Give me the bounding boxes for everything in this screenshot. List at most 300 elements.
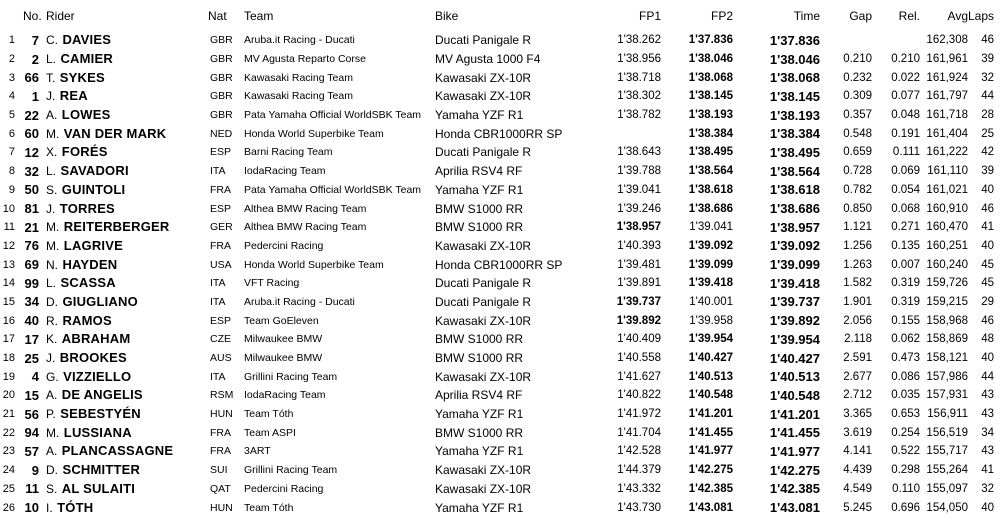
table-row <box>0 181 1000 200</box>
laps-cell: 43 <box>981 408 994 421</box>
laps-cell: 41 <box>981 221 994 234</box>
header-avg: Avg <box>947 8 968 23</box>
nationality-cell: ITA <box>210 295 226 308</box>
laps-cell: 40 <box>981 352 994 365</box>
team-cell: Aruba.it Racing - Ducati <box>244 34 355 47</box>
rider-initial: D. <box>46 294 58 309</box>
relative-gap-cell: 0.022 <box>891 71 920 84</box>
rider-surname: SCHMITTER <box>62 462 141 478</box>
rider-number-cell: 10 <box>24 500 39 516</box>
fp2-time-cell: 1'39.418 <box>688 277 733 290</box>
bike-cell: Yamaha YZF R1 <box>435 500 524 515</box>
gap-cell: 3.619 <box>843 426 872 439</box>
team-cell: Althea BMW Racing Team <box>244 202 367 215</box>
fp1-time-cell: 1'39.788 <box>617 165 661 178</box>
relative-gap-cell: 0.054 <box>891 183 920 196</box>
nationality-cell: QAT <box>210 482 231 495</box>
laps-cell: 40 <box>981 239 994 252</box>
gap-cell <box>824 31 872 50</box>
header-row <box>0 0 1000 31</box>
position-cell: 16 <box>2 314 15 327</box>
team-cell: Barni Racing Team <box>244 146 333 159</box>
rider-cell <box>46 293 208 312</box>
nationality-cell: HUN <box>210 408 233 421</box>
laps-cell: 32 <box>981 71 994 84</box>
average-speed-cell: 161,110 <box>927 165 968 178</box>
fp1-time-cell: 1'41.704 <box>617 426 661 439</box>
header-laps: Laps <box>968 8 995 23</box>
rider-cell <box>46 498 208 517</box>
average-speed-cell: 156,911 <box>927 408 968 421</box>
gap-cell: 2.677 <box>843 370 872 383</box>
team-cell: Team ASPI <box>244 426 296 439</box>
fp1-time-cell: 1'39.481 <box>617 258 661 271</box>
bike-cell: Kawasaki ZX-10R <box>435 70 532 85</box>
relative-gap-cell: 0.191 <box>891 127 920 140</box>
laps-cell: 34 <box>981 426 994 439</box>
bike-cell: Kawasaki ZX-10R <box>435 89 532 104</box>
gap-cell: 2.118 <box>844 333 872 346</box>
nationality-cell: RSM <box>210 389 234 402</box>
best-time-cell: 1'40.513 <box>769 369 820 385</box>
team-cell: MV Agusta Reparto Corse <box>244 53 366 66</box>
relative-gap-cell: 0.068 <box>891 202 920 215</box>
nationality-cell: GBR <box>210 90 233 103</box>
position-cell: 7 <box>8 146 15 159</box>
fp2-time-cell: 1'41.201 <box>688 408 733 421</box>
relative-gap-cell: 0.007 <box>891 258 920 271</box>
rider-cell <box>46 162 208 181</box>
rider-number-cell: 15 <box>24 387 39 403</box>
laps-cell: 48 <box>981 333 994 346</box>
team-cell: Milwaukee BMW <box>244 333 323 346</box>
header-nat: Nat <box>208 8 227 23</box>
team-cell: Kawasaki Racing Team <box>244 71 353 84</box>
position-cell: 18 <box>2 352 15 365</box>
position-cell: 6 <box>8 127 15 140</box>
fp1-time-cell: 1'39.041 <box>617 183 661 196</box>
fp2-time-cell: 1'39.099 <box>688 258 733 271</box>
table-row <box>0 386 1000 405</box>
bike-cell: Kawasaki ZX-10R <box>435 313 532 328</box>
bike-cell: Honda CBR1000RR SP <box>435 126 563 141</box>
bike-cell: Yamaha YZF R1 <box>435 182 524 197</box>
fp2-time-cell: 1'38.145 <box>688 90 733 103</box>
relative-gap-cell: 0.210 <box>891 53 920 66</box>
best-time-cell: 1'39.954 <box>769 331 820 347</box>
rider-cell <box>46 386 208 405</box>
gap-cell: 0.659 <box>843 146 872 159</box>
position-cell: 10 <box>2 202 15 215</box>
nationality-cell: GBR <box>210 53 233 66</box>
bike-cell: Ducati Panigale R <box>435 294 532 309</box>
table-row <box>0 442 1000 461</box>
nationality-cell: GBR <box>210 34 233 47</box>
rider-number-cell: 34 <box>24 294 39 310</box>
rider-cell <box>46 255 208 274</box>
gap-cell: 2.712 <box>843 389 872 402</box>
position-cell: 26 <box>2 501 15 514</box>
nationality-cell: GBR <box>210 109 233 122</box>
rider-initial: N. <box>46 257 58 272</box>
rider-surname: ABRAHAM <box>61 331 131 347</box>
position-cell: 21 <box>2 408 15 421</box>
rider-initial: X. <box>46 145 58 160</box>
gap-cell: 0.728 <box>843 165 872 178</box>
fp2-time-cell: 1'38.495 <box>688 146 733 159</box>
average-speed-cell: 161,404 <box>926 127 968 140</box>
table-row <box>0 498 1000 517</box>
fp1-time-cell: 1'39.246 <box>617 202 661 215</box>
rider-surname: HAYDEN <box>62 256 118 272</box>
team-cell: Pata Yamaha Official WorldSBK Team <box>244 183 422 196</box>
bike-cell: Yamaha YZF R1 <box>435 407 524 422</box>
position-cell: 11 <box>3 221 15 234</box>
rider-number-cell: 66 <box>24 70 39 86</box>
rider-surname: SYKES <box>59 69 105 85</box>
best-time-cell: 1'40.548 <box>769 387 820 403</box>
average-speed-cell: 157,986 <box>926 370 968 383</box>
rider-surname: LAGRIVE <box>63 237 123 253</box>
average-speed-cell: 160,251 <box>926 239 968 252</box>
gap-cell: 4.439 <box>843 464 872 477</box>
table-row <box>0 124 1000 143</box>
best-time-cell: 1'39.099 <box>769 257 820 273</box>
fp1-time-cell <box>592 124 665 143</box>
nationality-cell: ESP <box>210 146 232 159</box>
relative-gap-cell: 0.155 <box>891 314 920 327</box>
nationality-cell: USA <box>210 258 232 271</box>
laps-cell: 44 <box>981 370 994 383</box>
bike-cell: BMW S1000 RR <box>435 201 524 216</box>
team-cell: Honda World Superbike Team <box>244 127 384 140</box>
team-cell: Team Tóth <box>244 501 294 514</box>
nationality-cell: AUS <box>210 352 232 365</box>
rider-cell <box>46 480 208 499</box>
laps-cell: 43 <box>981 389 994 402</box>
laps-cell: 41 <box>981 464 994 477</box>
best-time-cell: 1'41.977 <box>769 443 820 459</box>
fp2-time-cell: 1'40.427 <box>688 352 733 365</box>
laps-cell: 39 <box>981 165 994 178</box>
rider-surname: BROOKES <box>59 350 127 366</box>
rider-surname: SAVADORI <box>60 163 129 179</box>
position-cell: 19 <box>2 370 15 383</box>
best-time-cell: 1'38.686 <box>769 201 820 217</box>
gap-cell: 0.309 <box>843 90 872 103</box>
bike-cell: Kawasaki ZX-10R <box>435 238 532 253</box>
laps-cell: 32 <box>981 482 994 495</box>
best-time-cell: 1'38.495 <box>769 144 820 160</box>
nationality-cell: ESP <box>210 314 232 327</box>
table-row <box>0 405 1000 424</box>
header-rider: Rider <box>46 8 75 23</box>
relative-gap-cell: 0.069 <box>891 165 920 178</box>
bike-cell: Kawasaki ZX-10R <box>435 463 532 478</box>
gap-cell: 2.056 <box>843 314 872 327</box>
table-row <box>0 461 1000 480</box>
table-row <box>0 162 1000 181</box>
table-row <box>0 237 1000 256</box>
gap-cell: 0.548 <box>843 127 872 140</box>
average-speed-cell: 161,961 <box>926 53 968 66</box>
fp2-time-cell: 1'38.686 <box>688 202 733 215</box>
fp1-time-cell: 1'39.737 <box>616 295 661 308</box>
rider-initial: M. <box>46 425 60 440</box>
rider-surname: LOWES <box>61 107 111 123</box>
fp2-time-cell: 1'41.977 <box>688 445 733 458</box>
bike-cell: Ducati Panigale R <box>435 276 532 291</box>
header-bike: Bike <box>435 8 459 23</box>
position-cell: 12 <box>2 239 15 252</box>
rider-initial: A. <box>46 444 58 459</box>
rider-number-cell: 94 <box>24 425 39 441</box>
bike-cell: BMW S1000 RR <box>435 351 524 366</box>
best-time-cell: 1'42.275 <box>769 462 820 478</box>
rider-cell <box>46 218 208 237</box>
rider-initial: A. <box>46 108 58 123</box>
average-speed-cell: 155,097 <box>926 482 968 495</box>
best-time-cell: 1'38.046 <box>769 51 820 67</box>
average-speed-cell: 157,931 <box>926 389 968 402</box>
rider-surname: SEBESTYÉN <box>60 406 141 422</box>
rider-number-cell: 9 <box>31 462 39 478</box>
table-row <box>0 349 1000 368</box>
rider-surname: SCASSA <box>60 275 116 291</box>
laps-cell: 43 <box>981 445 994 458</box>
rider-initial: L. <box>46 276 57 291</box>
fp2-time-cell: 1'39.958 <box>689 314 733 327</box>
relative-gap-cell: 0.319 <box>891 295 920 308</box>
best-time-cell: 1'37.836 <box>769 32 820 48</box>
team-cell: VFT Racing <box>244 277 300 290</box>
fp1-time-cell: 1'41.972 <box>617 408 661 421</box>
rider-cell <box>46 423 208 442</box>
header-fp2: FP2 <box>710 8 733 23</box>
bike-cell: Kawasaki ZX-10R <box>435 481 532 496</box>
rider-number-cell: 12 <box>24 144 39 160</box>
rider-number-cell: 7 <box>31 32 39 48</box>
fp2-time-cell: 1'39.954 <box>688 333 733 346</box>
nationality-cell: ITA <box>210 165 226 178</box>
table-row <box>0 293 1000 312</box>
average-speed-cell: 159,215 <box>926 295 968 308</box>
rider-number-cell: 11 <box>25 481 39 497</box>
fp1-time-cell: 1'41.627 <box>617 370 661 383</box>
fp1-time-cell: 1'40.558 <box>617 352 661 365</box>
table-row <box>0 199 1000 218</box>
average-speed-cell: 159,726 <box>926 277 968 290</box>
table-row <box>0 218 1000 237</box>
fp2-time-cell: 1'40.001 <box>689 295 733 308</box>
position-cell: 14 <box>2 277 15 290</box>
rider-initial: J. <box>46 201 56 216</box>
rider-initial: J. <box>46 351 56 366</box>
rider-surname: GUINTOLI <box>61 181 126 197</box>
table-row <box>0 68 1000 87</box>
average-speed-cell: 158,121 <box>926 352 968 365</box>
rider-cell <box>46 50 208 69</box>
rider-cell <box>46 330 208 349</box>
laps-cell: 46 <box>981 34 994 47</box>
average-speed-cell: 160,240 <box>926 258 968 271</box>
relative-gap-cell: 0.135 <box>891 239 920 252</box>
bike-cell: Honda CBR1000RR SP <box>435 257 563 272</box>
rider-number-cell: 4 <box>31 369 39 385</box>
rider-cell <box>46 311 208 330</box>
bike-cell: Aprilia RSV4 RF <box>435 388 523 403</box>
average-speed-cell: 155,717 <box>926 445 968 458</box>
rider-number-cell: 76 <box>24 238 39 254</box>
fp2-time-cell: 1'43.081 <box>688 501 733 514</box>
laps-cell: 25 <box>981 127 994 140</box>
best-time-cell: 1'38.618 <box>769 182 820 198</box>
rider-cell <box>46 237 208 256</box>
nationality-cell: FRA <box>210 445 231 458</box>
rider-cell <box>46 106 208 125</box>
relative-gap-cell: 0.473 <box>891 352 920 365</box>
team-cell: Pedercini Racing <box>244 482 324 495</box>
laps-cell: 42 <box>981 146 994 159</box>
laps-cell: 45 <box>981 277 994 290</box>
nationality-cell: ESP <box>210 202 232 215</box>
fp2-time-cell: 1'38.384 <box>688 127 733 140</box>
fp1-time-cell: 1'43.730 <box>617 501 661 514</box>
position-cell: 15 <box>2 295 15 308</box>
rider-cell <box>46 124 208 143</box>
average-speed-cell: 162,308 <box>926 34 968 47</box>
rider-cell <box>46 87 208 106</box>
nationality-cell: FRA <box>210 426 231 439</box>
team-cell: IodaRacing Team <box>244 389 326 402</box>
best-time-cell: 1'38.068 <box>769 70 820 86</box>
nationality-cell: FRA <box>210 183 231 196</box>
rider-initial: P. <box>46 407 56 422</box>
average-speed-cell: 158,968 <box>926 314 968 327</box>
nationality-cell: ITA <box>210 370 226 383</box>
gap-cell: 1.582 <box>843 277 872 290</box>
fp1-time-cell: 1'38.957 <box>616 221 661 234</box>
rider-initial: J. <box>46 89 56 104</box>
position-cell: 17 <box>2 333 15 346</box>
gap-cell: 5.245 <box>843 501 872 514</box>
position-cell: 1 <box>8 34 15 47</box>
fp2-time-cell: 1'39.092 <box>688 239 733 252</box>
rider-cell <box>46 367 208 386</box>
best-time-cell: 1'38.193 <box>769 107 820 123</box>
rider-number-cell: 40 <box>24 313 39 329</box>
fp2-time-cell: 1'40.548 <box>688 389 733 402</box>
team-cell: Pata Yamaha Official WorldSBK Team <box>244 109 422 122</box>
table-row <box>0 480 1000 499</box>
gap-cell: 0.357 <box>843 109 872 122</box>
header-fp1: FP1 <box>638 8 661 23</box>
average-speed-cell: 161,718 <box>926 109 968 122</box>
gap-cell: 0.210 <box>843 53 872 66</box>
fp1-time-cell: 1'38.956 <box>617 53 661 66</box>
rider-initial: M. <box>46 238 60 253</box>
rider-surname: DAVIES <box>62 32 112 48</box>
bike-cell: Yamaha YZF R1 <box>435 444 524 459</box>
rider-surname: VIZZIELLO <box>63 368 132 384</box>
team-cell: Grillini Racing Team <box>244 464 338 477</box>
nationality-cell: GBR <box>210 71 233 84</box>
bike-cell: Kawasaki ZX-10R <box>435 369 532 384</box>
laps-cell: 40 <box>981 501 994 514</box>
rider-initial: D. <box>46 463 58 478</box>
position-cell: 13 <box>2 258 15 271</box>
position-cell: 2 <box>8 53 15 66</box>
best-time-cell: 1'38.384 <box>769 126 820 142</box>
laps-cell: 44 <box>981 90 994 103</box>
best-time-cell: 1'39.737 <box>769 294 820 310</box>
rider-number-cell: 57 <box>24 443 39 459</box>
nationality-cell: ITA <box>210 277 226 290</box>
nationality-cell: FRA <box>210 239 231 252</box>
rider-surname: TÓTH <box>57 499 94 515</box>
rider-surname: DE ANGELIS <box>61 387 143 403</box>
team-cell: Pedercini Racing <box>244 239 324 252</box>
best-time-cell: 1'41.455 <box>769 425 820 441</box>
team-cell: Kawasaki Racing Team <box>244 90 353 103</box>
team-cell: Grillini Racing Team <box>244 370 338 383</box>
table-row <box>0 367 1000 386</box>
team-cell: Milwaukee BMW <box>244 352 323 365</box>
rider-cell <box>46 68 208 87</box>
best-time-cell: 1'38.564 <box>769 163 820 179</box>
best-time-cell: 1'43.081 <box>769 500 820 516</box>
table-row <box>0 87 1000 106</box>
position-cell: 9 <box>8 183 15 196</box>
team-cell: Honda World Superbike Team <box>244 258 384 271</box>
fp1-time-cell: 1'40.393 <box>617 239 661 252</box>
gap-cell: 2.591 <box>843 352 872 365</box>
bike-cell: MV Agusta 1000 F4 <box>435 52 541 67</box>
rider-surname: REITERBERGER <box>63 219 170 235</box>
relative-gap-cell: 0.298 <box>891 464 920 477</box>
fp2-time-cell: 1'40.513 <box>688 370 733 383</box>
fp2-time-cell: 1'38.046 <box>688 53 733 66</box>
team-cell: 3ART <box>244 445 271 458</box>
relative-gap-cell: 0.035 <box>891 389 920 402</box>
rider-number-cell: 2 <box>31 51 39 67</box>
rider-initial: S. <box>46 481 58 496</box>
gap-cell: 1.263 <box>843 258 872 271</box>
rider-initial: M. <box>46 220 60 235</box>
rider-cell <box>46 274 208 293</box>
laps-cell: 28 <box>981 109 994 122</box>
average-speed-cell: 158,869 <box>926 333 968 346</box>
best-time-cell: 1'40.427 <box>769 350 820 366</box>
position-cell: 20 <box>2 389 15 402</box>
rider-number-cell: 17 <box>24 331 39 347</box>
rider-cell <box>46 143 208 162</box>
rider-number-cell: 32 <box>24 163 39 179</box>
relative-gap-cell: 0.653 <box>891 408 920 421</box>
table-row <box>0 255 1000 274</box>
average-speed-cell: 155,264 <box>926 464 968 477</box>
gap-cell: 4.549 <box>843 482 872 495</box>
average-speed-cell: 154,050 <box>926 501 968 514</box>
rider-cell <box>46 31 208 50</box>
table-row <box>0 274 1000 293</box>
fp2-time-cell: 1'41.455 <box>688 426 733 439</box>
rider-surname: REA <box>59 88 88 104</box>
laps-cell: 46 <box>981 314 994 327</box>
rider-initial: A. <box>46 388 58 403</box>
bike-cell: BMW S1000 RR <box>435 220 524 235</box>
team-cell: Aruba.it Racing - Ducati <box>244 295 355 308</box>
